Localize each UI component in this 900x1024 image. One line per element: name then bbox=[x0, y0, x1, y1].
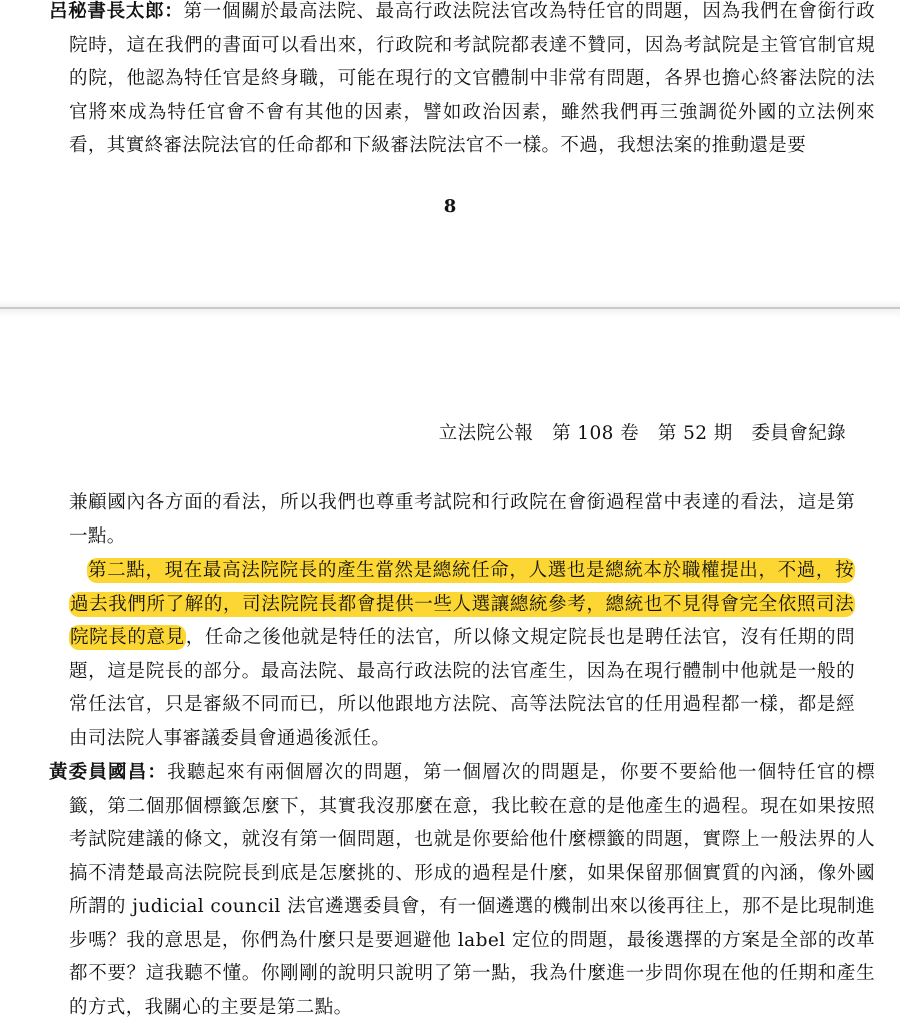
gazette-header: 立法院公報 第 108 卷 第 52 期 委員會紀錄 bbox=[438, 423, 846, 444]
speech-huang-text: 我聽起來有兩個層次的問題，第一個層次的問題是，你要不要給他一個特任官的標籤，第二個那個標籤怎麼下，其實我沒那麼在意，我比較在意的是他產生的過程。現在如果按照考試院建議的條文，就沒有第一個問題，也就是你要給他什麼標籤的問題，實際上一般法界的人搞不清楚最高法院院長到底是怎麼挑的、形成的過程是什麼，如果保留那個實質的內涵，像外國所謂的 judicial council 法官遴選委員會，有一個遴選的機制出來以後再往上，那不是比現制進步嗎？我的意思是，你們為什麼只是要迴避他 label 定位的問題，最後選擇的方案是全部的改革都不要？這我聽不懂。你剛剛的說明只說明了第一點，我為什麼進一步問你現在他的任期和產生的方式，我關心的主要是第二點。 bbox=[69, 762, 876, 1018]
speech-lu-paragraph bbox=[49, 0, 875, 163]
second-point-rest: ，任命之後他就是特任的法官，所以條文規定院長也是聘任法官，沒有任期的問題，這是院長的部分。最高法院、最高行政法院的法官產生，因為在現行體制中他就是一般的常任法官，只是審級不同而已，所以他跟地方法院、高等法院法官的任用過程都一樣，都是經由司法院人事審議委員會通過後派任。 bbox=[69, 627, 855, 749]
continuation-paragraph: 兼顧國內各方面的看法，所以我們也尊重考試院和行政院在會銜過程當中表達的看法，這是第一點。 bbox=[69, 492, 855, 547]
speaker-lu: 呂秘書長太郎： bbox=[49, 1, 184, 22]
speech-huang-paragraph bbox=[49, 756, 875, 1024]
speech-lu-text: 第一個關於最高法院、最高行政法院法官改為特任官的問題，因為我們在會銜行政院時，這在我們的書面可以看出來，行政院和考試院都表達不贊同，因為考試院是主管官制官規的院，他認為特任官是終身職，可能在現行的文官體制中非常有問題，各界也擔心終審法院的法官將來成為特任官會不會有其他的因素，譬如政治因素，雖然我們再三強調從外國的立法例來看，其實終審法院法官的任命都和下級審法院法官不一樣。不過，我想法案的推動還是要 bbox=[69, 1, 875, 156]
speaker-huang: 黃委員國昌： bbox=[49, 762, 168, 783]
page-number: 8 bbox=[443, 196, 457, 217]
page-break-shade bbox=[0, 300, 900, 318]
page-break-divider bbox=[0, 307, 900, 309]
highlighted-passage: 第二點，現在最高法院院長的產生當然是總統任命，人選也是總統本於職權提出，不過，按過去我們所了解的，司法院院長都會提供一些人選讓總統參考，總統也不見得會完全依照司法院院長的意見 bbox=[70, 560, 854, 648]
second-point-paragraph bbox=[69, 554, 855, 755]
